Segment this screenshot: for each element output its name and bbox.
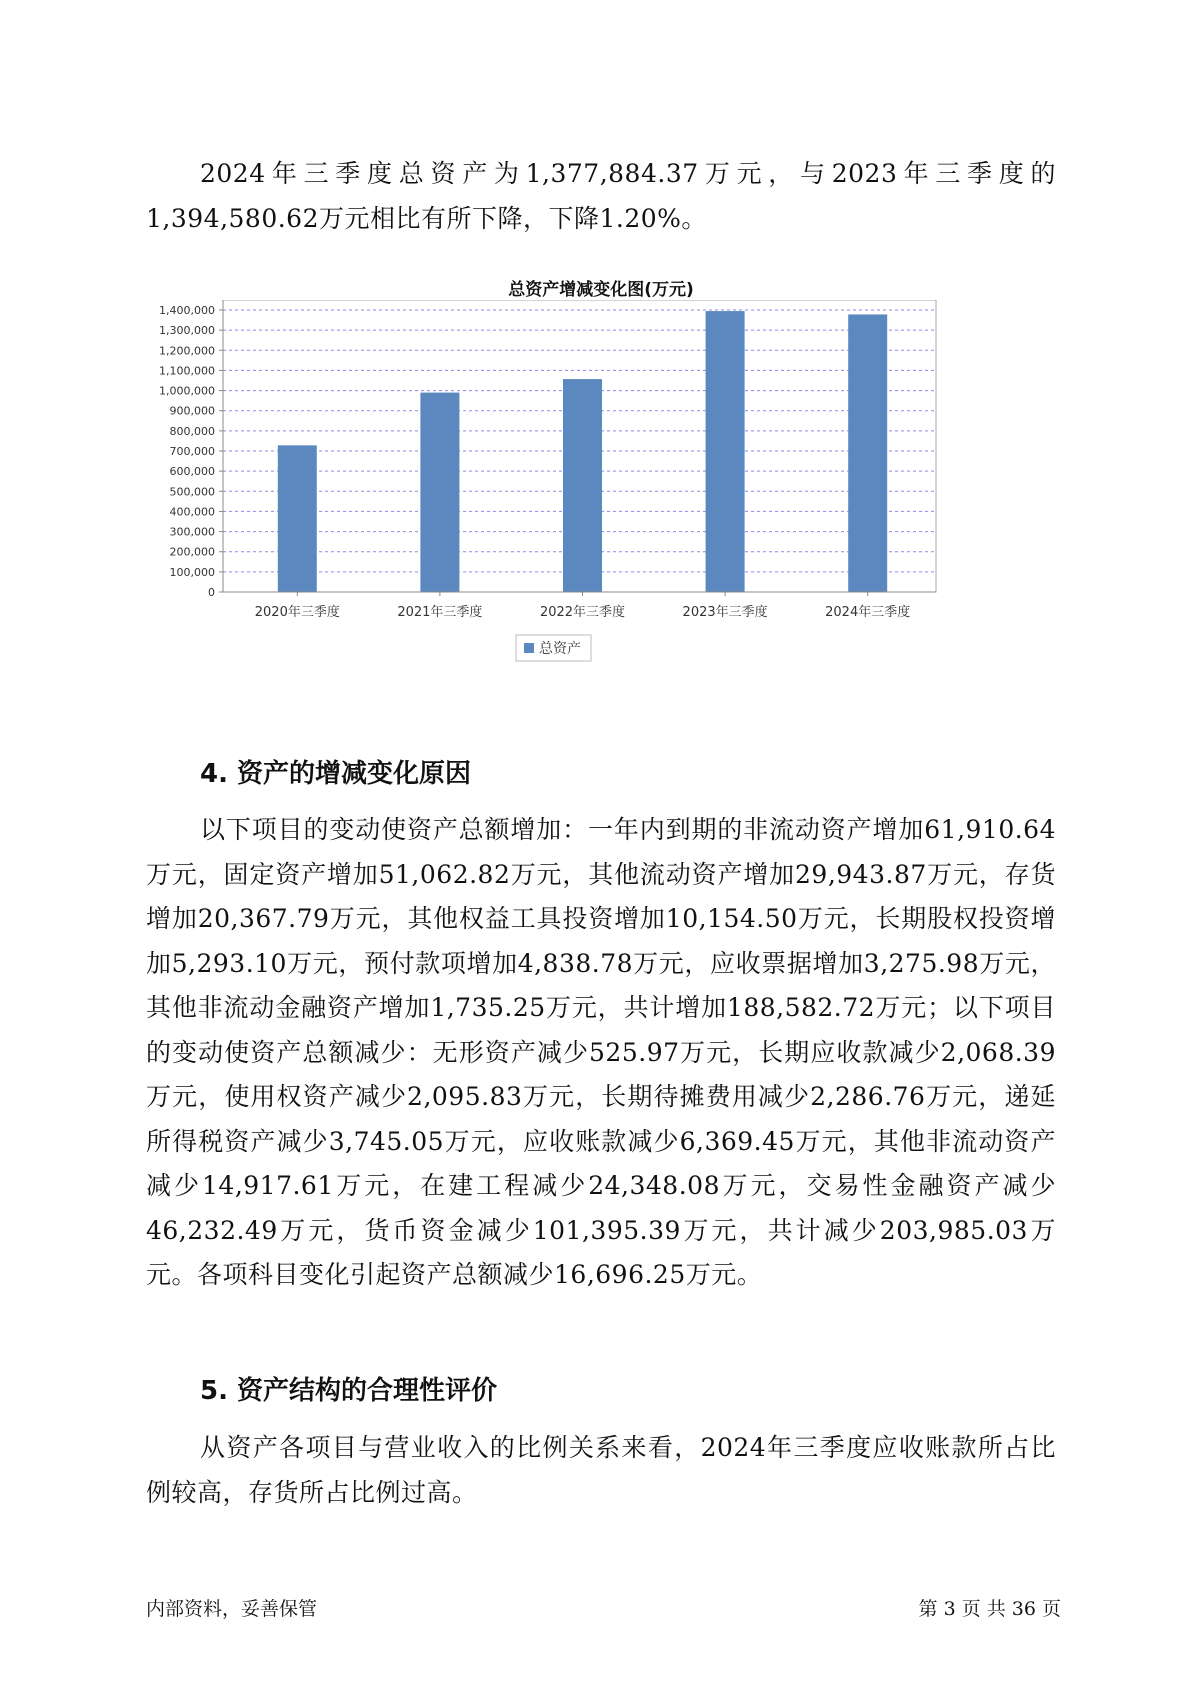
y-tick-label: 1,400,000 — [159, 304, 215, 317]
x-tick-label: 2023年三季度 — [682, 605, 768, 620]
bar-5 — [848, 314, 887, 592]
legend-swatch — [524, 643, 534, 653]
x-axis-ticks — [255, 592, 910, 620]
y-tick-label: 600,000 — [169, 465, 215, 479]
y-axis-ticks — [159, 304, 223, 599]
y-tick-label: 700,000 — [169, 445, 215, 458]
bar-4 — [706, 311, 745, 592]
bar-3 — [563, 379, 602, 592]
bar-2 — [420, 393, 459, 592]
total-assets-bar-chart — [146, 300, 1056, 670]
y-tick-label: 1,200,000 — [159, 344, 215, 358]
bar-1 — [278, 445, 317, 592]
y-tick-label: 200,000 — [169, 545, 215, 559]
footer-confidential-note: 内部资料，妥善保管 — [146, 1598, 318, 1620]
footer-page-number: 第 3 页 共 36 页 — [918, 1598, 1061, 1620]
legend — [516, 635, 591, 661]
legend-label-total-assets: 总资产 — [539, 641, 581, 657]
x-tick-label: 2024年三季度 — [825, 605, 911, 620]
y-tick-label: 400,000 — [169, 505, 215, 519]
y-tick-label: 100,000 — [169, 565, 215, 579]
y-tick-label: 1,000,000 — [159, 384, 215, 398]
section-5-heading: 5. 资产结构的合理性评价 — [200, 1376, 498, 1406]
y-tick-label: 1,300,000 — [159, 324, 215, 338]
x-tick-label: 2020年三季度 — [254, 605, 340, 620]
intro-paragraph: 2024年三季度总资产为1,377,884.37万元，与2023年三季度的1,394,580.62万元相比有所下降，下降1.20%。 — [146, 159, 1056, 233]
y-tick-label: 1,100,000 — [159, 364, 215, 378]
section-4-paragraph: 以下项目的变动使资产总额增加：一年内到期的非流动资产增加61,910.64万元，固定资产增加51,062.82万元，其他流动资产增加29,943.87万元，存货增加20,367.79万元，其他权益工具投资增加10,154.50万元，长期股权投资增加5,293.10万元，预付款项增加4,838.78万元，应收票据增加3,275.98万元，其他非流动金融资产增加1,735.25万元，共计增加188,582.72万元；以下项目的变动使资产总额减少：无形资产减少525.97万元，长期应收款减少2,068.39万元，使用权资产减少2,095.83万元，长期待摊费用减少2,286.76万元，递延所得税资产减少3,745.05万元，应收账款减少6,369.45万元，其他非流动资产减少14,917.61万元，在建工程减少24,348.08万元，交易性金融资产减少46,232.49万元，货币资金减少101,395.39万元，共计减少203,985.03万元。各项科目变化引起资产总额减少16,696.25万元。 — [146, 815, 1056, 1289]
y-tick-label: 900,000 — [169, 404, 215, 418]
section-4-heading: 4. 资产的增减变化原因 — [200, 759, 472, 789]
y-tick-label: 300,000 — [169, 525, 215, 539]
section-5-paragraph: 从资产各项目与营业收入的比例关系来看，2024年三季度应收账款所占比例较高，存货所占比例过高。 — [146, 1433, 1056, 1507]
chart-title: 总资产增减变化图(万元) — [508, 280, 694, 300]
x-tick-label: 2021年三季度 — [397, 605, 483, 620]
y-tick-label: 0 — [208, 586, 215, 599]
y-tick-label: 800,000 — [169, 424, 215, 438]
y-tick-label: 500,000 — [169, 485, 215, 499]
x-tick-label: 2022年三季度 — [539, 605, 626, 620]
